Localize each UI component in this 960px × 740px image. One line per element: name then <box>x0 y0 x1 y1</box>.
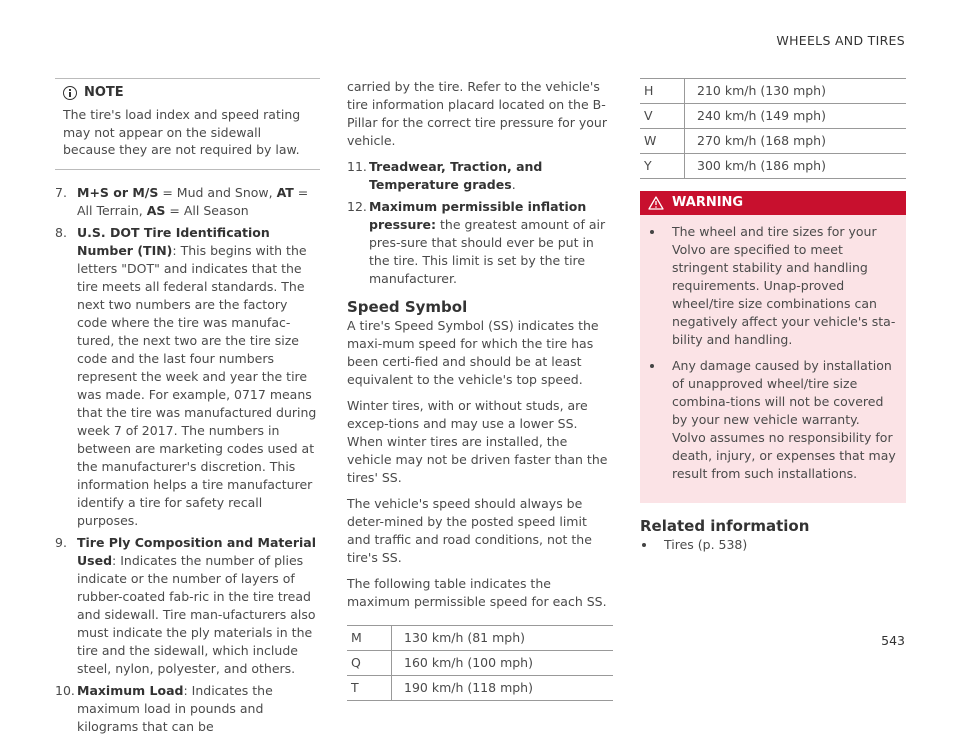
column-right <box>640 78 906 554</box>
item-description: . <box>511 177 516 192</box>
item-number: 10. <box>55 682 75 698</box>
item-term: Tire Ply Composition and Material Used <box>77 534 317 568</box>
info-icon <box>63 86 77 100</box>
paragraph: A tire's Speed Symbol (SS) indicates the maxi-mum speed for which the tire has been certi-fied and should be at least equivalent to the vehicle's top speed. <box>347 318 599 387</box>
table-row <box>347 651 613 676</box>
item-text <box>77 224 320 530</box>
paragraph: The vehicle's speed should always be deter-mined by the posted speed limit and traffic and road conditions, not the tire's SS. <box>347 496 592 565</box>
max-speed-cell: 240 km/h (149 mph) <box>685 104 907 129</box>
numbered-list-continued <box>347 158 613 288</box>
item-term: Treadwear, Traction, and Temperature grades <box>369 159 543 192</box>
related-link[interactable]: Tires (p. 538) <box>664 537 748 552</box>
numbered-list <box>55 184 320 736</box>
max-speed-cell: 270 km/h (168 mph) <box>685 129 907 154</box>
item-description: : This begins with the letters "DOT" and indicates that the tire meets all federal standards. The next two numbers are the factory code where the tire was manufac-tured, the next two are the tire size code and the last four numbers represent the week and year the tire was made. For example, 0717 means that the tire was manufactured during week 7 of 2017. The numbers in between are marketing codes used at the manufacturer's discretion. This information helps a tire manufacturer identify a tire for safety recall purposes. <box>77 242 317 528</box>
item-number: 11. <box>347 159 367 174</box>
speed-table <box>347 625 613 701</box>
column-middle <box>347 78 613 701</box>
warning-header <box>640 191 906 215</box>
item-description: : Indicates the maximum load in pounds and kilograms that can be <box>77 682 273 734</box>
warning-box <box>640 191 906 503</box>
max-speed-cell: 300 km/h (186 mph) <box>685 154 907 179</box>
paragraph: Winter tires, with or without studs, are excep-tions and may use a lower SS. When winter tires are installed, the vehicle may not be driven faster than the tires' SS. <box>347 398 608 485</box>
column-left <box>55 78 320 740</box>
note-title-text: NOTE <box>84 85 124 100</box>
related-item[interactable] <box>640 536 906 554</box>
warning-triangle-icon <box>648 196 664 210</box>
item-description: = All Terrain, <box>77 184 309 218</box>
warning-text: Any damage caused by installation of unapproved wheel/tire size combina-tions will not be covered by your new vehicle warranty. Volvo assumes no responsibility for death, injury, or expenses that may result from such installations. <box>672 358 896 481</box>
item-text <box>77 184 320 220</box>
note-text: The tire's load index and speed rating may not appear on the sidewall because they are not required by law. <box>63 107 301 157</box>
item-description: the greatest amount of air pres-sure that should ever be put in the tire. This limit is set by the tire manufacturer. <box>369 217 606 286</box>
bullet <box>640 536 664 554</box>
list-item <box>55 184 320 220</box>
speed-symbol-cell: V <box>640 104 685 129</box>
item-text <box>77 534 320 678</box>
list-item <box>347 198 613 288</box>
speed-table-continued <box>640 78 906 179</box>
item-term: Maximum permissible inflation pressure: <box>369 199 587 232</box>
table-row <box>347 626 613 651</box>
item-term: AT <box>276 184 294 200</box>
note-title <box>63 84 312 102</box>
note-box <box>55 78 320 170</box>
item-text <box>77 682 320 736</box>
warning-list <box>640 223 906 483</box>
page-number: 543 <box>881 633 905 648</box>
warning-item <box>648 357 896 483</box>
speed-symbol-cell: M <box>347 626 392 651</box>
list-item <box>347 158 613 194</box>
list-item <box>55 224 320 530</box>
item-number: 8. <box>55 224 67 240</box>
max-speed-cell: 190 km/h (118 mph) <box>392 676 614 701</box>
item-description: = All Season <box>165 202 249 218</box>
related-list <box>640 536 906 554</box>
bullet <box>648 223 672 349</box>
item-description: = Mud and Snow, <box>158 184 277 200</box>
max-speed-cell: 210 km/h (130 mph) <box>685 79 907 104</box>
table-row <box>640 154 906 179</box>
warning-title: WARNING <box>672 195 744 210</box>
list-item <box>55 682 320 736</box>
speed-symbol-cell: H <box>640 79 685 104</box>
table-row <box>640 129 906 154</box>
item-number: 9. <box>55 534 67 550</box>
item-number: 7. <box>55 184 67 200</box>
speed-symbol-cell: Q <box>347 651 392 676</box>
list-continuation: carried by the tire. Refer to the vehicle's tire information placard located on the B-Pillar for the correct tire pressure for your vehicle. <box>347 79 607 148</box>
speed-symbol-cell: Y <box>640 154 685 179</box>
related-heading: Related information <box>640 517 810 535</box>
item-term: Maximum Load <box>77 682 184 698</box>
table-row <box>640 79 906 104</box>
table-row <box>640 104 906 129</box>
item-term: U.S. DOT Tire Identification Number (TIN) <box>77 224 270 258</box>
speed-symbol-heading: Speed Symbol <box>347 298 468 316</box>
warning-item <box>648 223 896 349</box>
table-row <box>347 676 613 701</box>
speed-symbol-cell: T <box>347 676 392 701</box>
item-text <box>369 158 613 194</box>
max-speed-cell: 160 km/h (100 mph) <box>392 651 614 676</box>
speed-symbol-cell: W <box>640 129 685 154</box>
list-item <box>55 534 320 678</box>
warning-text: The wheel and tire sizes for your Volvo are specified to meet stringent stability and handling requirements. Unap-proved wheel/tire size combinations can negatively affect your vehicle's sta-bility and handling. <box>672 224 896 347</box>
paragraph: The following table indicates the maximum permissible speed for each SS. <box>347 576 607 609</box>
item-term: M+S or M/S <box>77 184 159 200</box>
section-header: WHEELS AND TIRES <box>776 33 905 48</box>
item-term: AS <box>146 202 166 218</box>
item-number: 12. <box>347 199 367 214</box>
item-text <box>369 198 613 288</box>
item-description: : Indicates the number of plies indicate or the number of layers of rubber-coated fab-ric in the tire tread and sidewall. Tire man-ufacturers also must indicate the ply materials in the tire and the sidewall, which include steel, nylon, polyester, and others. <box>77 552 316 676</box>
max-speed-cell: 130 km/h (81 mph) <box>392 626 614 651</box>
bullet <box>648 357 672 483</box>
